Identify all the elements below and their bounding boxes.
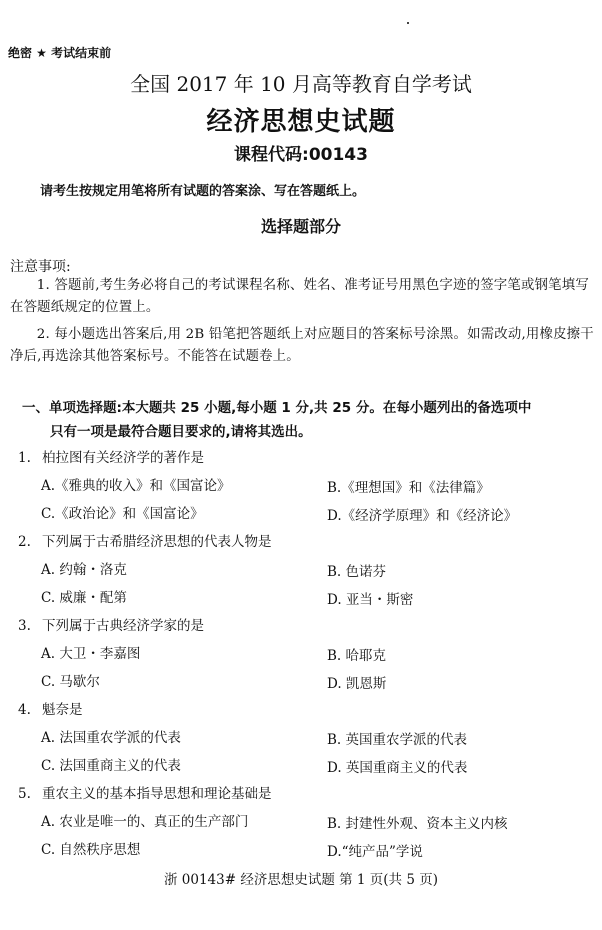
question-3-option-c: C. 马歇尔 xyxy=(41,674,100,690)
notice-item-2: 2. 每小题选出答案后,用 2B 铅笔把答题纸上对应题目的答案标号涂黑。如需改动,用橡皮擦干净后,再选涂其他答案标号。不能答在试题卷上。 xyxy=(10,327,594,364)
question-number: 4. xyxy=(18,702,31,718)
question-3-option-a: A. 大卫・李嘉图 xyxy=(41,646,141,662)
question-5-option-a: A. 农业是唯一的、真正的生产部门 xyxy=(41,814,249,830)
section-heading: 一、单项选择题:本大题共 25 小题,每小题 1 分,共 25 分。在每小题列出的备选项中 xyxy=(22,400,532,416)
question-3 xyxy=(18,614,204,634)
question-4-option-d: D. 英国重商主义的代表 xyxy=(327,760,468,776)
question-stem: 魁奈是 xyxy=(42,702,83,718)
question-stem: 下列属于古希腊经济思想的代表人物是 xyxy=(42,534,272,550)
question-stem: 重农主义的基本指导思想和理论基础是 xyxy=(42,786,272,802)
question-1-option-b: B.《理想国》和《法律篇》 xyxy=(327,480,490,496)
question-3-option-b: B. 哈耶克 xyxy=(327,648,387,664)
question-2-option-c: C. 威廉・配第 xyxy=(41,590,127,606)
part-title: 选择题部分 xyxy=(260,217,341,236)
question-number: 1. xyxy=(18,450,31,466)
scan-speck xyxy=(407,22,409,24)
question-5-option-d: D.“纯产品”学说 xyxy=(327,844,423,860)
question-1-option-d: D.《经济学原理》和《经济论》 xyxy=(327,508,518,524)
question-1-option-a: A.《雅典的收入》和《国富论》 xyxy=(41,478,231,494)
question-5-option-c: C. 自然秩序思想 xyxy=(41,842,141,858)
notice-heading: 注意事项: xyxy=(10,259,71,275)
question-4-option-c: C. 法国重商主义的代表 xyxy=(41,758,181,774)
question-3-option-d: D. 凯恩斯 xyxy=(327,676,387,692)
question-5 xyxy=(18,782,272,802)
page-footer: 浙 00143# 经济思想史试题 第 1 页(共 5 页) xyxy=(163,872,438,888)
question-number: 2. xyxy=(18,534,31,550)
question-2 xyxy=(18,530,272,550)
question-4-option-a: A. 法国重农学派的代表 xyxy=(41,730,181,746)
question-5-option-b: B. 封建性外观、资本主义内核 xyxy=(327,816,508,832)
answer-instruction: 请考生按规定用笔将所有试题的答案涂、写在答题纸上。 xyxy=(40,184,366,199)
section-heading-continued: 只有一项是最符合题目要求的,请将其选出。 xyxy=(50,424,312,440)
question-stem: 下列属于古典经济学家的是 xyxy=(42,618,204,634)
question-1-option-c: C.《政治论》和《国富论》 xyxy=(41,506,204,522)
question-4 xyxy=(18,698,83,718)
question-1 xyxy=(18,446,204,466)
subject-title: 经济思想史试题 xyxy=(206,107,396,137)
exam-title: 全国 2017 年 10 月高等教育自学考试 xyxy=(130,72,472,96)
course-code: 课程代码:00143 xyxy=(234,145,368,165)
question-stem: 柏拉图有关经济学的著作是 xyxy=(42,450,204,466)
question-2-option-a: A. 约翰・洛克 xyxy=(41,562,127,578)
question-2-option-b: B. 色诺芬 xyxy=(327,564,387,580)
notice-item-1: 1. 答题前,考生务必将自己的考试课程名称、姓名、准考证号用黑色字迹的签字笔或钢笔填写在答题纸规定的位置上。 xyxy=(10,278,589,315)
question-number: 3. xyxy=(18,618,31,634)
question-number: 5. xyxy=(18,786,31,802)
question-4-option-b: B. 英国重农学派的代表 xyxy=(327,732,468,748)
question-2-option-d: D. 亚当・斯密 xyxy=(327,592,414,608)
confidential-label: 绝密 ★ 考试结束前 xyxy=(8,46,112,60)
